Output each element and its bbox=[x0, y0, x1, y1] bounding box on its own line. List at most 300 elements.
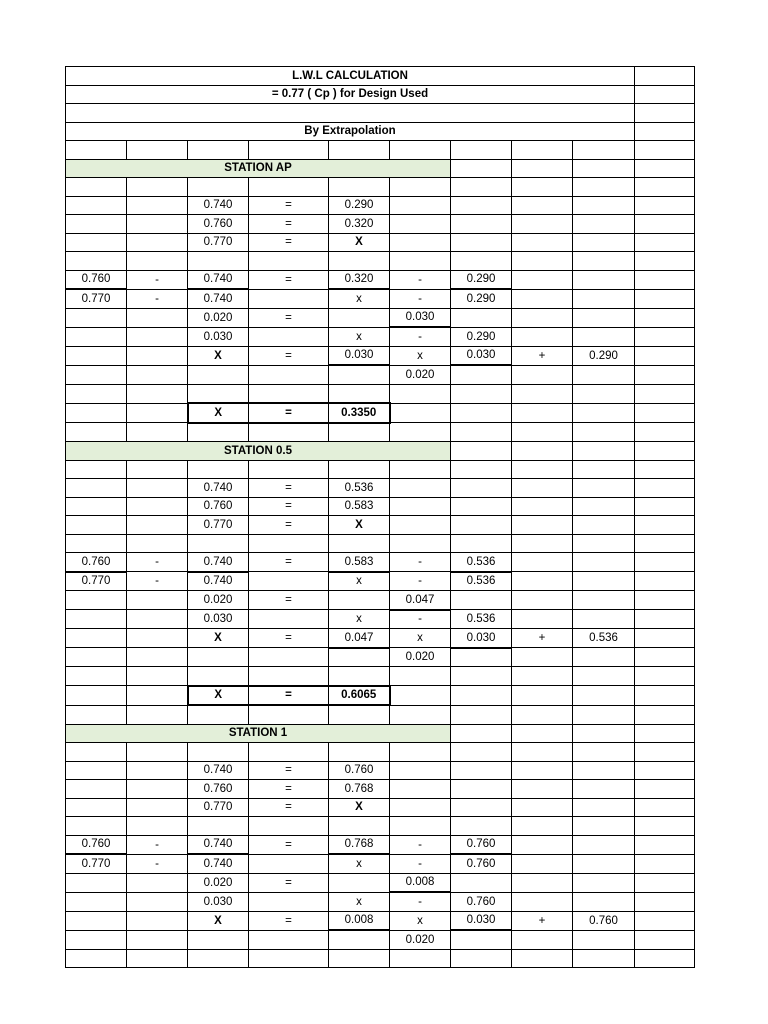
cell[interactable]: = bbox=[249, 761, 329, 780]
cell[interactable]: - bbox=[127, 289, 188, 308]
cell[interactable]: + bbox=[512, 629, 573, 648]
cell[interactable] bbox=[512, 667, 573, 686]
cell[interactable] bbox=[66, 516, 127, 535]
cell[interactable] bbox=[390, 949, 451, 968]
cell[interactable] bbox=[512, 949, 573, 968]
cell[interactable] bbox=[512, 327, 573, 346]
cell[interactable] bbox=[512, 854, 573, 873]
cell[interactable] bbox=[390, 780, 451, 799]
cell[interactable] bbox=[573, 817, 635, 836]
cell[interactable]: 0.583 bbox=[329, 497, 390, 516]
cell[interactable]: 0.770 bbox=[66, 289, 127, 308]
cell[interactable] bbox=[127, 403, 188, 423]
cell[interactable]: 0.320 bbox=[329, 215, 390, 234]
cell[interactable] bbox=[249, 141, 329, 160]
cell[interactable] bbox=[573, 534, 635, 553]
cell[interactable]: x bbox=[329, 572, 390, 591]
cell[interactable] bbox=[512, 270, 573, 289]
cell[interactable] bbox=[66, 686, 127, 706]
cell[interactable]: 0.030 bbox=[188, 327, 249, 346]
cell[interactable] bbox=[127, 930, 188, 949]
cell[interactable]: = bbox=[249, 215, 329, 234]
cell[interactable]: = bbox=[249, 346, 329, 365]
cell[interactable] bbox=[451, 403, 512, 423]
cell[interactable] bbox=[635, 553, 695, 572]
cell[interactable] bbox=[573, 403, 635, 423]
cell[interactable] bbox=[573, 460, 635, 479]
cell[interactable]: - bbox=[390, 835, 451, 854]
cell[interactable] bbox=[66, 196, 127, 215]
cell[interactable]: x bbox=[390, 346, 451, 365]
cell[interactable] bbox=[66, 667, 127, 686]
cell[interactable]: - bbox=[390, 270, 451, 289]
cell[interactable]: = bbox=[249, 798, 329, 817]
cell[interactable] bbox=[329, 817, 390, 836]
cell[interactable] bbox=[66, 233, 127, 252]
cell[interactable] bbox=[512, 610, 573, 629]
cell[interactable]: 0.770 bbox=[188, 516, 249, 535]
cell[interactable] bbox=[635, 817, 695, 836]
cell[interactable] bbox=[635, 911, 695, 930]
cell[interactable] bbox=[329, 178, 390, 197]
cell[interactable] bbox=[66, 252, 127, 271]
cell[interactable]: 0.020 bbox=[390, 930, 451, 949]
cell[interactable] bbox=[573, 780, 635, 799]
cell[interactable]: 0.020 bbox=[188, 308, 249, 327]
sheet-subtitle[interactable]: = 0.77 ( Cp ) for Design Used bbox=[66, 85, 635, 104]
cell[interactable]: 0.030 bbox=[451, 911, 512, 930]
cell[interactable] bbox=[512, 724, 573, 743]
cell[interactable] bbox=[635, 423, 695, 442]
cell[interactable] bbox=[451, 384, 512, 403]
cell[interactable]: 0.320 bbox=[329, 270, 390, 289]
cell[interactable] bbox=[249, 384, 329, 403]
cell[interactable]: - bbox=[127, 854, 188, 873]
cell[interactable] bbox=[573, 308, 635, 327]
cell[interactable] bbox=[451, 460, 512, 479]
cell[interactable] bbox=[188, 365, 249, 384]
cell[interactable] bbox=[512, 930, 573, 949]
cell[interactable] bbox=[66, 365, 127, 384]
cell[interactable] bbox=[635, 178, 695, 197]
cell[interactable] bbox=[188, 141, 249, 160]
cell[interactable] bbox=[188, 423, 249, 442]
cell[interactable] bbox=[635, 252, 695, 271]
cell[interactable] bbox=[127, 516, 188, 535]
cell[interactable] bbox=[390, 460, 451, 479]
cell[interactable] bbox=[573, 648, 635, 667]
cell[interactable] bbox=[635, 233, 695, 252]
cell[interactable] bbox=[127, 178, 188, 197]
cell[interactable]: = bbox=[249, 196, 329, 215]
cell[interactable] bbox=[451, 705, 512, 724]
cell[interactable]: x bbox=[329, 289, 390, 308]
cell[interactable] bbox=[635, 327, 695, 346]
cell[interactable] bbox=[390, 497, 451, 516]
cell[interactable] bbox=[635, 667, 695, 686]
cell[interactable] bbox=[512, 873, 573, 892]
cell[interactable]: 0.740 bbox=[188, 270, 249, 289]
cell[interactable] bbox=[512, 178, 573, 197]
cell[interactable] bbox=[127, 327, 188, 346]
cell[interactable] bbox=[66, 423, 127, 442]
cell[interactable] bbox=[390, 215, 451, 234]
cell[interactable] bbox=[127, 761, 188, 780]
cell[interactable] bbox=[512, 384, 573, 403]
cell[interactable] bbox=[573, 835, 635, 854]
cell[interactable] bbox=[635, 215, 695, 234]
cell[interactable]: 0.290 bbox=[451, 289, 512, 308]
cell[interactable] bbox=[451, 423, 512, 442]
method-label[interactable]: By Extrapolation bbox=[66, 122, 635, 141]
cell[interactable]: x bbox=[329, 892, 390, 911]
cell[interactable] bbox=[573, 270, 635, 289]
cell[interactable]: 0.770 bbox=[188, 233, 249, 252]
cell[interactable]: 0.583 bbox=[329, 553, 390, 572]
cell[interactable] bbox=[451, 233, 512, 252]
cell[interactable] bbox=[127, 460, 188, 479]
cell[interactable]: x bbox=[390, 629, 451, 648]
cell[interactable] bbox=[635, 629, 695, 648]
cell[interactable]: x bbox=[329, 327, 390, 346]
cell[interactable] bbox=[512, 442, 573, 461]
cell[interactable] bbox=[329, 930, 390, 949]
cell[interactable] bbox=[127, 743, 188, 762]
cell[interactable] bbox=[249, 423, 329, 442]
cell[interactable] bbox=[390, 761, 451, 780]
cell[interactable] bbox=[451, 591, 512, 610]
cell[interactable] bbox=[66, 479, 127, 498]
cell[interactable] bbox=[512, 743, 573, 762]
cell[interactable] bbox=[249, 365, 329, 384]
cell[interactable] bbox=[249, 178, 329, 197]
cell[interactable] bbox=[451, 743, 512, 762]
cell[interactable]: x bbox=[329, 854, 390, 873]
cell[interactable] bbox=[635, 610, 695, 629]
cell[interactable] bbox=[127, 629, 188, 648]
cell[interactable] bbox=[573, 892, 635, 911]
cell[interactable]: 0.770 bbox=[66, 854, 127, 873]
cell[interactable] bbox=[512, 141, 573, 160]
cell[interactable] bbox=[329, 534, 390, 553]
cell[interactable] bbox=[127, 873, 188, 892]
cell[interactable]: X bbox=[329, 516, 390, 535]
cell[interactable] bbox=[573, 686, 635, 706]
cell[interactable] bbox=[329, 591, 390, 610]
cell[interactable]: 0.020 bbox=[390, 365, 451, 384]
cell[interactable] bbox=[188, 648, 249, 667]
cell[interactable] bbox=[329, 308, 390, 327]
cell[interactable] bbox=[635, 479, 695, 498]
cell[interactable]: 0.030 bbox=[451, 346, 512, 365]
cell[interactable] bbox=[635, 648, 695, 667]
cell[interactable] bbox=[329, 648, 390, 667]
cell[interactable] bbox=[66, 629, 127, 648]
cell[interactable]: = bbox=[249, 233, 329, 252]
cell[interactable]: 0.740 bbox=[188, 196, 249, 215]
cell[interactable] bbox=[573, 365, 635, 384]
cell[interactable] bbox=[127, 892, 188, 911]
cell[interactable] bbox=[635, 516, 695, 535]
cell[interactable] bbox=[512, 892, 573, 911]
cell[interactable] bbox=[127, 817, 188, 836]
cell[interactable] bbox=[512, 233, 573, 252]
cell[interactable] bbox=[451, 648, 512, 667]
cell[interactable] bbox=[188, 178, 249, 197]
cell[interactable] bbox=[66, 215, 127, 234]
cell[interactable] bbox=[66, 949, 127, 968]
cell[interactable]: 0.760 bbox=[573, 911, 635, 930]
cell[interactable] bbox=[390, 667, 451, 686]
cell[interactable] bbox=[451, 873, 512, 892]
cell[interactable] bbox=[573, 705, 635, 724]
cell[interactable] bbox=[249, 460, 329, 479]
cell[interactable] bbox=[66, 403, 127, 423]
cell[interactable] bbox=[635, 442, 695, 461]
cell[interactable] bbox=[127, 591, 188, 610]
cell[interactable] bbox=[451, 365, 512, 384]
cell[interactable] bbox=[573, 553, 635, 572]
cell[interactable] bbox=[573, 798, 635, 817]
cell[interactable] bbox=[573, 591, 635, 610]
cell[interactable] bbox=[635, 534, 695, 553]
cell[interactable]: 0.740 bbox=[188, 553, 249, 572]
cell[interactable] bbox=[573, 423, 635, 442]
cell[interactable] bbox=[573, 141, 635, 160]
cell[interactable]: = bbox=[249, 479, 329, 498]
cell[interactable] bbox=[127, 798, 188, 817]
cell[interactable] bbox=[635, 270, 695, 289]
cell[interactable] bbox=[329, 873, 390, 892]
cell[interactable] bbox=[512, 497, 573, 516]
cell[interactable]: = bbox=[249, 591, 329, 610]
cell[interactable]: 0.290 bbox=[451, 327, 512, 346]
cell[interactable] bbox=[127, 497, 188, 516]
cell[interactable] bbox=[66, 497, 127, 516]
cell[interactable] bbox=[635, 949, 695, 968]
cell[interactable] bbox=[127, 686, 188, 706]
result-value[interactable]: 0.3350 bbox=[329, 403, 390, 423]
cell[interactable]: = bbox=[249, 835, 329, 854]
cell[interactable] bbox=[451, 930, 512, 949]
cell[interactable] bbox=[635, 365, 695, 384]
cell[interactable] bbox=[635, 141, 695, 160]
cell[interactable] bbox=[66, 817, 127, 836]
cell[interactable] bbox=[390, 178, 451, 197]
cell[interactable] bbox=[329, 460, 390, 479]
cell[interactable]: 0.290 bbox=[573, 346, 635, 365]
cell[interactable]: - bbox=[127, 553, 188, 572]
cell[interactable] bbox=[451, 159, 512, 178]
cell[interactable] bbox=[573, 196, 635, 215]
cell[interactable] bbox=[512, 365, 573, 384]
cell[interactable] bbox=[249, 854, 329, 873]
cell[interactable] bbox=[66, 346, 127, 365]
cell[interactable]: 0.760 bbox=[451, 892, 512, 911]
cell[interactable] bbox=[635, 724, 695, 743]
cell[interactable] bbox=[329, 384, 390, 403]
cell[interactable] bbox=[66, 780, 127, 799]
cell[interactable] bbox=[635, 403, 695, 423]
station-header[interactable]: STATION AP bbox=[66, 159, 451, 178]
cell[interactable]: 0.760 bbox=[66, 270, 127, 289]
cell[interactable] bbox=[66, 930, 127, 949]
cell[interactable] bbox=[249, 648, 329, 667]
cell[interactable] bbox=[66, 384, 127, 403]
cell[interactable] bbox=[573, 949, 635, 968]
cell[interactable] bbox=[512, 196, 573, 215]
cell[interactable]: 0.740 bbox=[188, 572, 249, 591]
cell[interactable] bbox=[188, 534, 249, 553]
cell[interactable] bbox=[249, 252, 329, 271]
cell[interactable]: 0.740 bbox=[188, 761, 249, 780]
cell[interactable] bbox=[66, 648, 127, 667]
cell[interactable] bbox=[127, 215, 188, 234]
cell[interactable] bbox=[127, 648, 188, 667]
cell[interactable] bbox=[573, 479, 635, 498]
cell[interactable] bbox=[127, 534, 188, 553]
cell[interactable] bbox=[512, 591, 573, 610]
cell[interactable]: - bbox=[127, 835, 188, 854]
cell[interactable]: - bbox=[390, 553, 451, 572]
cell[interactable]: 0.030 bbox=[329, 346, 390, 365]
cell[interactable] bbox=[390, 743, 451, 762]
cell[interactable]: - bbox=[127, 572, 188, 591]
cell[interactable] bbox=[249, 817, 329, 836]
cell[interactable] bbox=[512, 572, 573, 591]
cell[interactable] bbox=[390, 686, 451, 706]
cell[interactable]: 0.740 bbox=[188, 289, 249, 308]
cell[interactable]: 0.047 bbox=[390, 591, 451, 610]
station-header[interactable]: STATION 1 bbox=[66, 724, 451, 743]
cell[interactable] bbox=[451, 761, 512, 780]
cell[interactable] bbox=[512, 403, 573, 423]
station-header[interactable]: STATION 0.5 bbox=[66, 442, 451, 461]
cell[interactable] bbox=[329, 365, 390, 384]
cell[interactable] bbox=[390, 233, 451, 252]
cell[interactable]: + bbox=[512, 346, 573, 365]
cell[interactable] bbox=[573, 252, 635, 271]
cell[interactable] bbox=[127, 365, 188, 384]
cell[interactable] bbox=[573, 178, 635, 197]
cell[interactable] bbox=[390, 403, 451, 423]
cell[interactable] bbox=[512, 534, 573, 553]
cell[interactable]: X bbox=[188, 629, 249, 648]
cell[interactable] bbox=[66, 892, 127, 911]
cell[interactable] bbox=[127, 423, 188, 442]
cell[interactable] bbox=[573, 497, 635, 516]
cell[interactable] bbox=[635, 798, 695, 817]
cell[interactable]: X bbox=[329, 233, 390, 252]
cell[interactable]: 0.290 bbox=[451, 270, 512, 289]
cell[interactable]: 0.740 bbox=[188, 854, 249, 873]
cell[interactable]: 0.536 bbox=[573, 629, 635, 648]
cell[interactable]: = bbox=[249, 497, 329, 516]
cell[interactable] bbox=[635, 854, 695, 873]
cell[interactable]: = bbox=[249, 553, 329, 572]
cell[interactable]: - bbox=[390, 289, 451, 308]
cell[interactable] bbox=[635, 761, 695, 780]
cell[interactable] bbox=[512, 423, 573, 442]
cell[interactable] bbox=[635, 289, 695, 308]
cell[interactable] bbox=[66, 308, 127, 327]
cell[interactable]: 0.760 bbox=[329, 761, 390, 780]
cell[interactable] bbox=[451, 196, 512, 215]
cell[interactable] bbox=[329, 423, 390, 442]
cell[interactable] bbox=[329, 667, 390, 686]
cell[interactable] bbox=[635, 85, 695, 104]
cell[interactable] bbox=[127, 705, 188, 724]
result-cell[interactable]: = bbox=[249, 686, 329, 706]
cell[interactable] bbox=[188, 743, 249, 762]
cell[interactable] bbox=[127, 308, 188, 327]
cell[interactable] bbox=[390, 516, 451, 535]
cell[interactable] bbox=[66, 178, 127, 197]
cell[interactable] bbox=[451, 497, 512, 516]
cell[interactable] bbox=[635, 159, 695, 178]
cell[interactable]: 0.020 bbox=[188, 873, 249, 892]
cell[interactable] bbox=[451, 780, 512, 799]
cell[interactable] bbox=[512, 686, 573, 706]
cell[interactable] bbox=[127, 346, 188, 365]
cell[interactable] bbox=[573, 215, 635, 234]
cell[interactable] bbox=[512, 761, 573, 780]
cell[interactable] bbox=[573, 610, 635, 629]
cell[interactable] bbox=[66, 534, 127, 553]
cell[interactable] bbox=[573, 442, 635, 461]
cell[interactable] bbox=[512, 479, 573, 498]
cell[interactable] bbox=[573, 667, 635, 686]
cell[interactable] bbox=[390, 534, 451, 553]
cell[interactable] bbox=[66, 798, 127, 817]
cell[interactable] bbox=[573, 724, 635, 743]
cell[interactable]: x bbox=[329, 610, 390, 629]
cell[interactable] bbox=[66, 911, 127, 930]
cell[interactable] bbox=[127, 141, 188, 160]
cell[interactable] bbox=[635, 67, 695, 86]
cell[interactable] bbox=[249, 667, 329, 686]
cell[interactable] bbox=[451, 141, 512, 160]
cell[interactable]: 0.536 bbox=[329, 479, 390, 498]
cell[interactable] bbox=[635, 308, 695, 327]
cell[interactable] bbox=[188, 949, 249, 968]
cell[interactable] bbox=[573, 854, 635, 873]
cell[interactable]: 0.740 bbox=[188, 479, 249, 498]
cell[interactable] bbox=[127, 196, 188, 215]
cell[interactable]: 0.760 bbox=[451, 854, 512, 873]
cell[interactable] bbox=[512, 516, 573, 535]
cell[interactable] bbox=[249, 949, 329, 968]
cell[interactable] bbox=[512, 648, 573, 667]
cell[interactable]: x bbox=[390, 911, 451, 930]
cell[interactable] bbox=[451, 308, 512, 327]
cell[interactable]: X bbox=[188, 911, 249, 930]
cell[interactable] bbox=[66, 705, 127, 724]
cell[interactable]: X bbox=[188, 346, 249, 365]
cell[interactable] bbox=[451, 252, 512, 271]
cell[interactable] bbox=[451, 817, 512, 836]
cell[interactable] bbox=[635, 497, 695, 516]
cell[interactable]: - bbox=[390, 327, 451, 346]
cell[interactable] bbox=[127, 780, 188, 799]
cell[interactable] bbox=[635, 460, 695, 479]
cell[interactable] bbox=[188, 252, 249, 271]
cell[interactable] bbox=[451, 798, 512, 817]
cell[interactable]: + bbox=[512, 911, 573, 930]
cell[interactable] bbox=[451, 479, 512, 498]
cell[interactable] bbox=[249, 705, 329, 724]
cell[interactable] bbox=[66, 873, 127, 892]
